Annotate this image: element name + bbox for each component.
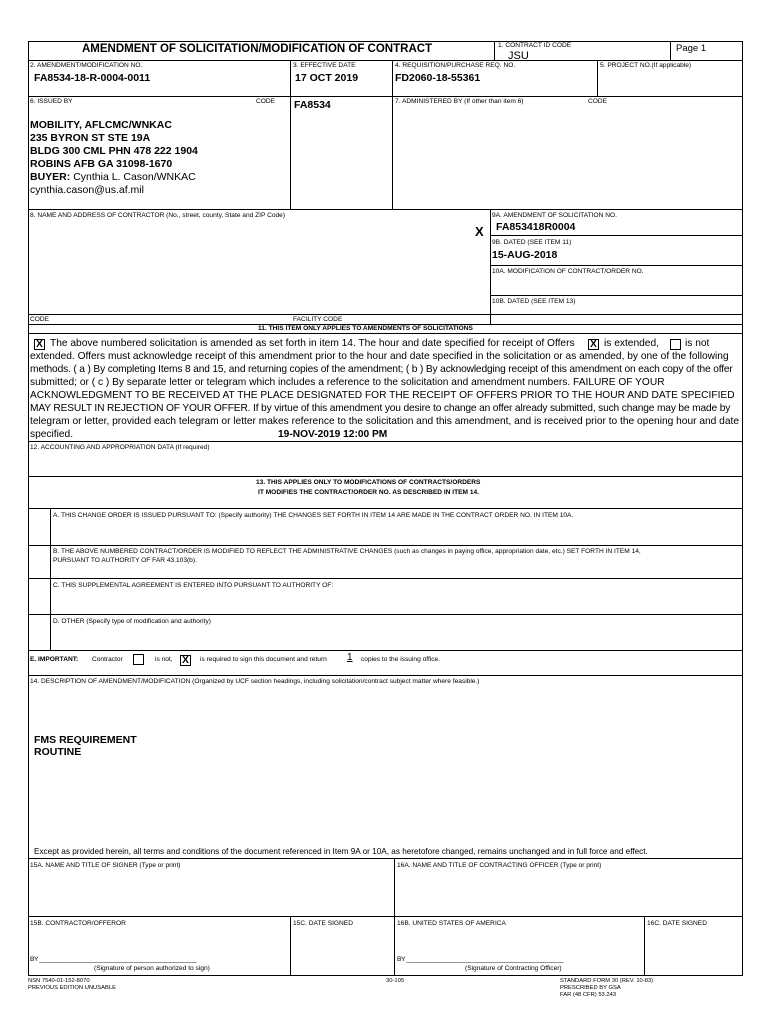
rule: [28, 975, 742, 976]
contracting-officer-label: 16A. NAME AND TITLE OF CONTRACTING OFFICER (Type or print): [397, 862, 602, 869]
rule: [290, 60, 291, 209]
rule: [490, 265, 742, 266]
rule: [28, 650, 742, 651]
page-number: Page 1: [676, 43, 707, 54]
rule: [28, 476, 742, 477]
copies-count: 1: [347, 652, 353, 663]
item11-line: submitted; or ( c ) By separate letter or telegram which includes a reference to the solicitation and amendment numbers. FAILURE OF YOUR: [30, 377, 665, 388]
item13-b-authority: PURSUANT TO AUTHORITY OF FAR 43.103(b).: [53, 557, 197, 564]
contractor-checkbox[interactable]: [133, 654, 144, 665]
rule: [28, 545, 742, 546]
rule: [28, 858, 742, 859]
fms-requirement: FMS REQUIREMENT: [34, 734, 137, 746]
amend-no-label: 2. AMENDMENT/MODIFICATION NO.: [30, 62, 143, 69]
rule: [28, 314, 742, 315]
rule: [28, 578, 742, 579]
signature-caption-officer: (Signature of Contracting Officer): [465, 965, 562, 972]
buyer-email: cynthia.cason@us.af.mil: [30, 184, 144, 196]
req-no-label: 4. REQUISITION/PURCHASE REQ. NO.: [395, 62, 516, 69]
rule: [392, 60, 393, 209]
issuer-line: 235 BYRON ST STE 19A: [30, 132, 151, 144]
signature-line-contractor[interactable]: BY ________________________________________________: [30, 956, 197, 963]
rule: [490, 295, 742, 296]
rule: [494, 41, 495, 60]
signature-line-officer[interactable]: BY ________________________________________________: [397, 956, 564, 963]
description-label: 14. DESCRIPTION OF AMENDMENT/MODIFICATION (Organized by UCF section headings, including solicitation/contract subject matter where feasible.): [30, 678, 480, 685]
rule: [28, 41, 742, 42]
form-title: AMENDMENT OF SOLICITATION/MODIFICATION OF CONTRACT: [82, 43, 433, 55]
is-not-extended-checkbox[interactable]: [670, 339, 681, 350]
item13-b: B. THE ABOVE NUMBERED CONTRACT/ORDER IS MODIFIED TO REFLECT THE ADMINISTRATIVE CHANGES (such as changes in paying office, appropriation date, etc.) SET FORTH IN ITEM 14,: [53, 548, 641, 555]
rule: [394, 858, 395, 975]
buyer-name: Cynthia L. Cason/WNKAC: [73, 171, 196, 183]
except-clause: Except as provided herein, all terms and conditions of the document referenced in Item 9A or 10A, as heretofore changed, remains unchanged and in full force and effect.: [34, 847, 648, 856]
rule: [28, 333, 742, 334]
issued-code-value: FA8534: [294, 99, 331, 111]
contractor-address-label: 8. NAME AND ADDRESS OF CONTRACTOR (No., street, county, State and ZIP Code): [30, 212, 286, 219]
effective-date-label: 3. EFFECTIVE DATE: [293, 62, 356, 69]
amend-no-value: FA8534-18-R-0004-0011: [34, 72, 151, 84]
rule: [50, 508, 51, 650]
is-not-label: is not: [685, 338, 710, 349]
rule: [28, 675, 742, 676]
admin-code-label: CODE: [588, 98, 608, 105]
rule: [597, 60, 598, 96]
item13-subheading: IT MODIFIES THE CONTRACT/ORDER NO. AS DESCRIBED IN ITEM 14.: [258, 489, 480, 496]
footer-right: [560, 978, 653, 999]
frame-right: [742, 41, 743, 976]
item13-d: D. OTHER (Specify type of modification and authority): [53, 618, 211, 625]
is-not-checkbox[interactable]: X: [180, 655, 191, 666]
facility-code-label: FACILITY CODE: [293, 316, 343, 323]
rule: [28, 209, 742, 210]
dated-9b-label: 9B. DATED (SEE ITEM 11): [492, 239, 572, 246]
signature-caption-contractor: (Signature of person authorized to sign): [94, 965, 210, 972]
is-not-text: is not,: [155, 656, 173, 663]
mod-no-label: 10A. MODIFICATION OF CONTRACT/ORDER NO.: [492, 268, 644, 275]
administered-by-label: 7. ADMINISTERED BY (If other than item 6): [395, 98, 524, 105]
item11-line: specified.: [30, 429, 74, 440]
sol-no-value: FA853418R0004: [496, 221, 576, 233]
dated-10b-label: 10B. DATED (SEE ITEM 13): [492, 298, 576, 305]
prescribed-by: PRESCRIBED BY GSA: [560, 985, 621, 991]
routine: ROUTINE: [34, 746, 82, 758]
signer-label: 15A. NAME AND TITLE OF SIGNER (Type or print): [30, 862, 181, 869]
item13-c: C. THIS SUPPLEMENTAL AGREEMENT IS ENTERED INTO PURSUANT TO AUTHORITY OF:: [53, 582, 334, 589]
offer-deadline: 19-NOV-2019 12:00 PM: [278, 429, 388, 440]
req-no-value: FD2060-18-55361: [395, 72, 481, 84]
far-reference: FAR (48 CFR) 53.243: [560, 992, 617, 998]
item11-line: telegram or letter, provided each telegram or letter makes reference to the solicitation and this amendment, and is received prior to the opening hour and date: [30, 416, 740, 427]
item13-a: A. THIS CHANGE ORDER IS ISSUED PURSUANT TO: (Specify authority) THE CHANGES SET FORTH IN ITEM 14 ARE MADE IN THE CONTRACT ORDER NO. IN ITEM 10A.: [53, 512, 574, 519]
rule: [490, 209, 491, 324]
date-signed-15c: 15C. DATE SIGNED: [293, 920, 353, 927]
contractor-code-label: CODE: [30, 316, 50, 323]
issuer-line: ROBINS AFB GA 31098-1670: [30, 158, 173, 170]
contract-id-value: JSU: [508, 50, 529, 62]
important-label: E. IMPORTANT:: [30, 656, 79, 663]
form-code: 30-105: [386, 978, 405, 984]
sol-no-label: 9A. AMENDMENT OF SOLICITATION NO.: [492, 212, 617, 219]
item11-line: extended. Offers must acknowledge receipt of this amendment prior to the hour and date specified in the solicitation or as amended, by one of the following: [30, 351, 729, 362]
dated-9b-value: 15-AUG-2018: [492, 249, 558, 261]
issuer-address: [30, 119, 198, 197]
rule: [290, 916, 291, 975]
rule: [670, 41, 671, 60]
effective-date-value: 17 OCT 2019: [295, 72, 359, 84]
contractor-offeror-label: 15B. CONTRACTOR/OFFEROR: [30, 920, 126, 927]
required-text: is required to sign this document and return: [200, 656, 327, 663]
is-extended-label: is extended,: [604, 338, 659, 349]
rule: [28, 96, 742, 97]
rule: [28, 508, 742, 509]
contractor-text: Contractor: [92, 656, 123, 663]
issued-by-label: 6. ISSUED BY: [30, 98, 73, 105]
rule: [28, 916, 742, 917]
copies-text: copies to the issuing office.: [361, 656, 441, 663]
extended-checkbox[interactable]: X: [588, 339, 599, 350]
standard-form: STANDARD FORM 30 (REV. 10-83): [560, 978, 654, 984]
rule: [644, 916, 645, 975]
previous-edition: PREVIOUS EDITION UNUSABLE: [28, 985, 116, 991]
footer-left: [28, 978, 116, 992]
issuer-line: BLDG 300 CML PHN 478 222 1904: [30, 145, 198, 157]
item13-heading: 13. THIS APPLIES ONLY TO MODIFICATIONS OF CONTRACTS/ORDERS: [256, 479, 481, 486]
amended-checkbox[interactable]: X: [34, 339, 45, 350]
rule: [490, 235, 742, 236]
accounting-label: 12. ACCOUNTING AND APPROPRIATION DATA (If required): [30, 444, 210, 451]
issuer-line: MOBILITY, AFLCMC/WNKAC: [30, 119, 172, 131]
project-no-label: 5. PROJECT NO.(If applicable): [600, 62, 692, 69]
issued-code-label: CODE: [256, 98, 276, 105]
rule: [28, 614, 742, 615]
item11-heading: 11. THIS ITEM ONLY APPLIES TO AMENDMENTS OF SOLICITATIONS: [258, 325, 473, 332]
nsn-number: NSN 7540-01-152-8070: [28, 978, 90, 984]
item11-line: ACKNOWLEDGMENT TO BE RECEIVED AT THE PLACE DESIGNATED FOR THE RECEIPT OF OFFERS PRIOR TO THE HOUR AND DATE SPECIFIED: [30, 390, 735, 401]
date-signed-16c: 16C. DATE SIGNED: [647, 920, 707, 927]
rule: [28, 60, 742, 61]
item11-line: The above numbered solicitation is amended as set forth in item 14. The hour and date specified for receipt of Offers: [50, 338, 575, 349]
item11-line: MAY RESULT IN REJECTION OF YOUR OFFER. If by virtue of this amendment you desire to change an offer already submitted, such change may be made by: [30, 403, 731, 414]
usa-label: 16B. UNITED STATES OF AMERICA: [397, 920, 506, 927]
sol-amend-check-mark: X: [475, 224, 484, 239]
buyer-label: BUYER:: [30, 171, 71, 183]
item11-line: methods. ( a ) By completing Items 8 and 15, and returning copies of the amendment; ( b ) By acknowledging receipt of this amendment on each copy of the offer: [30, 364, 733, 375]
contract-id-label: 1. CONTRACT ID CODE: [498, 42, 572, 49]
